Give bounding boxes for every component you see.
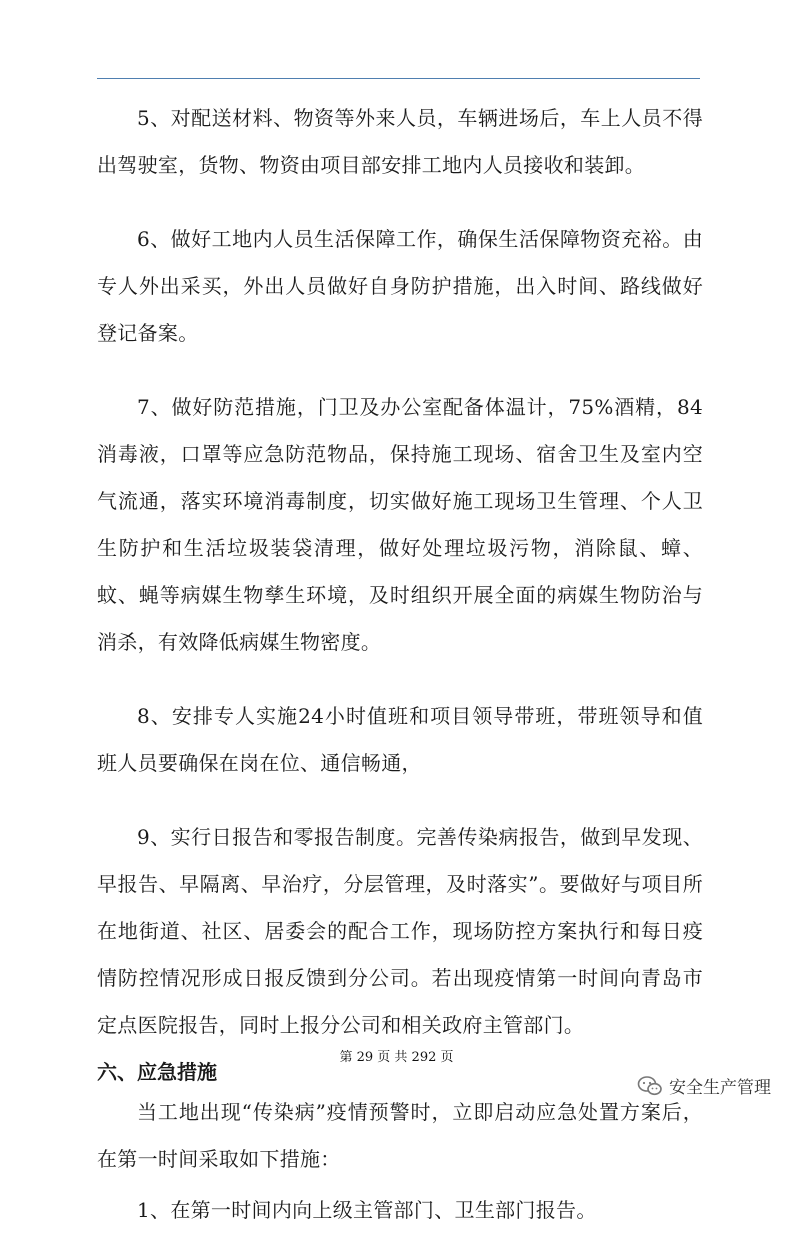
wechat-icon: [637, 1075, 663, 1097]
section-heading: 六、应急措施: [97, 1060, 217, 1084]
paragraph-9: 9、实行日报告和零报告制度。完善传染病报告，做到早发现、早报告、早隔离、早治疗，分层管理，及时落实”。要做好与项目所在地街道、社区、居委会的配合工作，现场防控方案执行和每日疫情防控情况形成日报反馈到分公司。若出现疫情第一时间向青岛市定点医院报告，同时上报分公司和相关政府主管部门。: [97, 825, 703, 1037]
page-number: 第 29 页 共 292 页: [339, 1050, 454, 1065]
header-rule: [97, 78, 700, 79]
paragraph-8: 8、安排专人实施24小时值班和项目领导带班，带班领导和值班人员要确保在岗在位、通信畅通，: [97, 704, 703, 775]
paragraph-5: 5、对配送材料、物资等外来人员，车辆进场后，车上人员不得出驾驶室，货物、物资由项目部安排工地内人员接收和装卸。: [97, 106, 703, 177]
watermark-text: 安全生产管理: [669, 1078, 771, 1098]
section-item-1: 1、在第一时间内向上级主管部门、卫生部门报告。: [137, 1198, 597, 1222]
paragraph-7: 7、做好防范措施，门卫及办公室配备体温计，75%酒精，84消毒液，口罩等应急防范物品，保持施工现场、宿舍卫生及室内空气流通，落实环境消毒制度，切实做好施工现场卫生管理、个人卫生防护和生活垃圾装袋清理，做好处理垃圾污物，消除鼠、蟑、蚊、蝇等病媒生物孳生环境，及时组织开展全面的病媒生物防治与消杀，有效降低病媒生物密度。: [97, 395, 703, 654]
watermark: [637, 1073, 771, 1098]
paragraph-6: 6、做好工地内人员生活保障工作，确保生活保障物资充裕。由专人外出采买，外出人员做好自身防护措施，出入时间、路线做好登记备案。: [97, 227, 703, 345]
section-intro: 当工地出现“传染病”疫情预警时，立即启动应急处置方案后，在第一时间采取如下措施：: [97, 1100, 703, 1171]
